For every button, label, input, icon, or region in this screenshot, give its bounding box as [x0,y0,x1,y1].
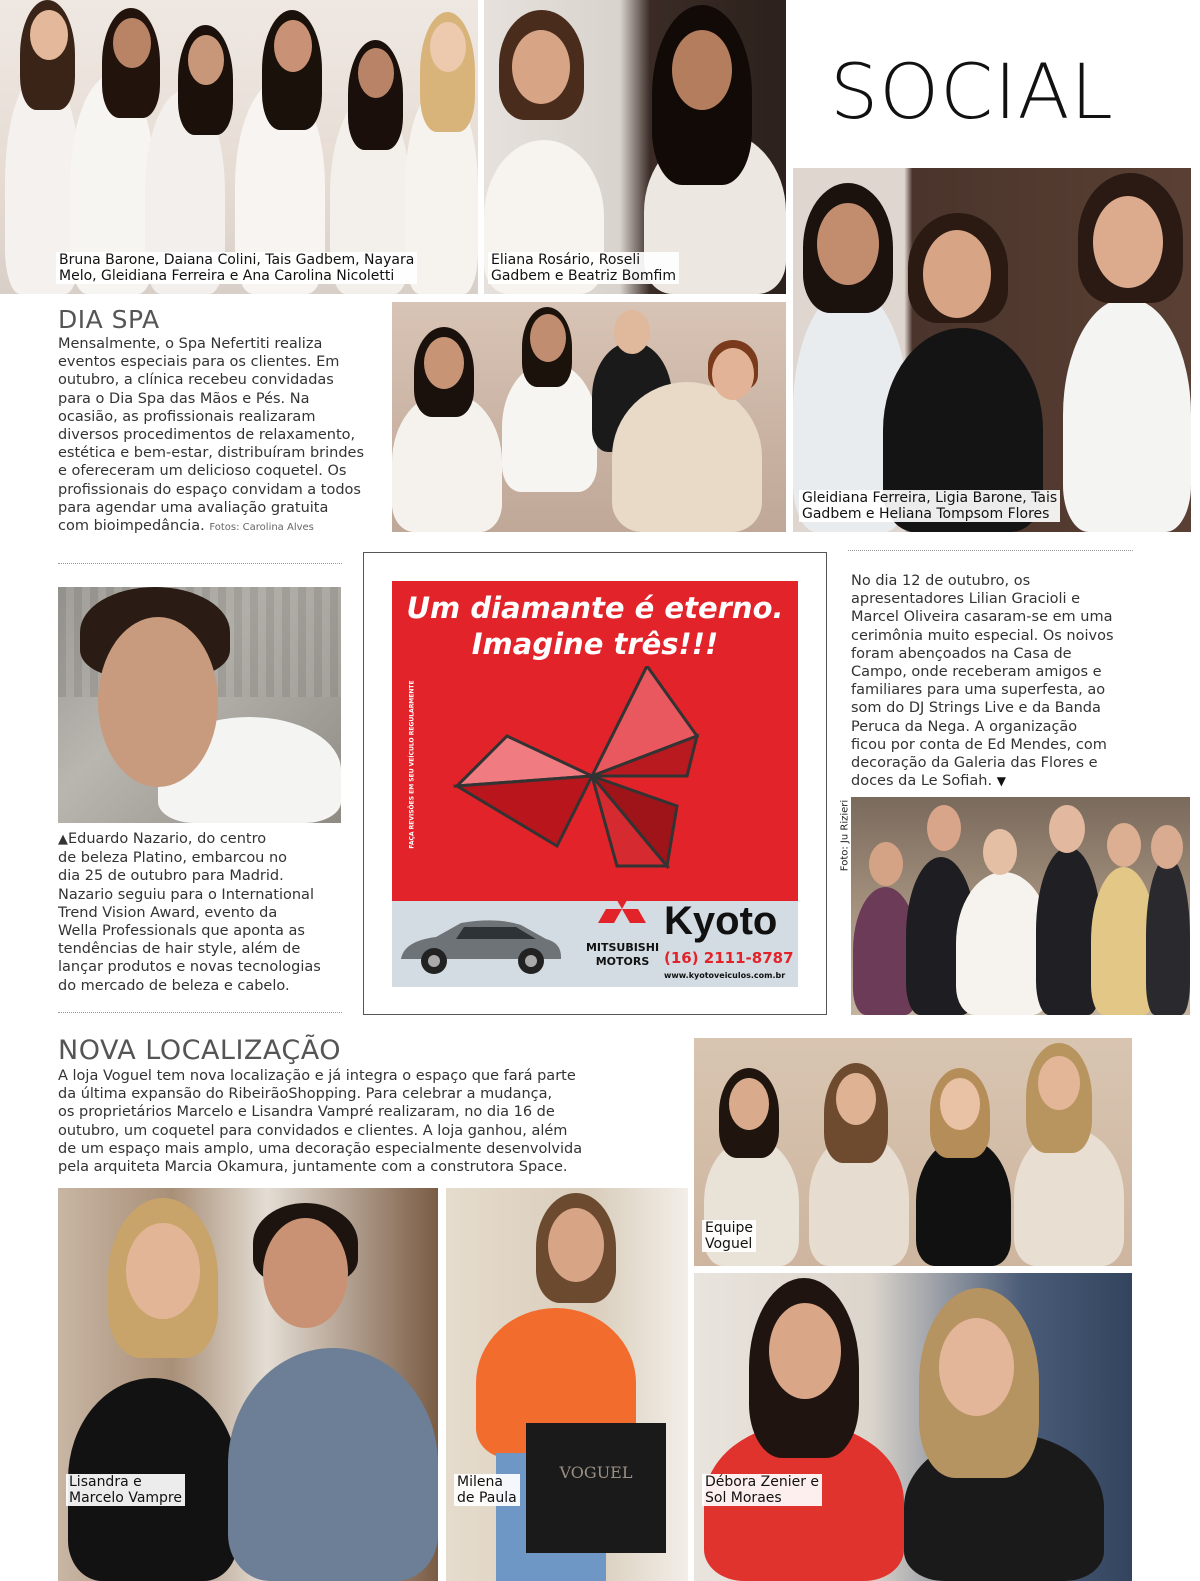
ad-dealer: Kyoto [664,899,778,943]
dia-spa-paragraph: Mensalmente, o Spa Nefertiti realiza eventos especiais para os clientes. Em outubro, a clínica recebeu convidadas para o Dia Spa das Mãos e Pés. Na ocasião, as profissionais realizaram diversos procedimentos de relaxamento, estética e bem-estar, distribuíram brindes e ofereceram um delicioso coquetel. Os profissionais do espaço convidam a todos para agendar uma avaliação gratuita com bioimpedância. Fotos: Carolina Alves [58,336,365,535]
section-title: SOCIAL [830,47,1114,136]
photo-spa-team [0,0,478,294]
nazario-paragraph: ▲Eduardo Nazario, do centro de beleza Platino, embarcou no dia 25 de outubro para Madrid. Nazario seguiu para o International Trend Vision Award, evento da Wella Professionals que aponta as tendências de hair style, além de lançar produtos e novas tecnologias do mercado de beleza e cabelo. [58,831,321,994]
wedding-paragraph: No dia 12 de outubro, os apresentadores Lilian Gracioli e Marcel Oliveira casaram-se em uma cerimônia muito especial. Os noivos foram abençoados na Casa de Campo, onde receberam amigos e familiares para uma superfesta, ao som do DJ Strings Live e da Banda Peruca da Nega. A organização ficou por conta de Ed Mendes, com decoração da Galeria das Flores e doces da Le Sofiah. ▼ [851,573,1114,790]
photo-lisandra-marcelo [58,1188,438,1581]
caption-debora: Débora Zenier e Sol Moraes [702,1474,822,1506]
photo-nazario [58,587,341,823]
separator [58,563,342,564]
photo-milena [446,1188,688,1581]
caption-spa-team: Bruna Barone, Daiana Colini, Tais Gadbem, Nayara Melo, Gleidiana Ferreira e Ana Carolina Nicoletti [56,252,417,284]
ad-frame [363,552,827,1015]
photo-spa-treatment [392,302,786,532]
nova-localizacao-heading: NOVA LOCALIZAÇÃO [58,1035,342,1066]
diamond-logo-icon [447,666,737,876]
mitsubishi-logo-icon [592,881,652,936]
dia-spa-photo-credit: Fotos: Carolina Alves [209,522,314,534]
ad-side-text: FAÇA REVISÕES EM SEU VEÍCULO REGULARMENTE [408,680,416,849]
wedding-photo-credit: Foto: Ju Rizieri [839,799,851,872]
photo-eliana [484,0,786,294]
photo-debora-sol [694,1273,1132,1581]
ad-kyoto[interactable] [392,581,798,987]
photo-equipe-voguel [694,1038,1132,1266]
ad-website[interactable]: www.kyotoveiculos.com.br [664,971,786,980]
caption-eliana: Eliana Rosário, Roseli Gadbem e Beatriz Bomfim [488,252,679,284]
caption-lisandra: Lisandra e Marcelo Vampre [66,1474,185,1506]
ad-brand-line2: MOTORS [595,955,650,968]
separator [58,1012,342,1013]
ad-brand-line1: MITSUBISHI [585,941,660,954]
triangle-down-icon: ▼ [996,774,1006,789]
triangle-up-icon: ▲ [58,832,68,847]
caption-equipe: Equipe Voguel [702,1220,756,1252]
photo-wedding [851,797,1190,1015]
ad-phone: (16) 2111-8787 [664,949,794,967]
caption-gleidiana: Gleidiana Ferreira, Ligia Barone, Tais Gadbem e Heliana Tompsom Flores [799,490,1060,522]
voguel-bag [526,1423,666,1553]
ad-headline-2: Imagine três!!! [471,627,719,661]
caption-milena: Milena de Paula [454,1474,520,1506]
photo-gleidiana [793,168,1191,532]
car-icon [396,911,566,981]
ad-headline-1: Um diamante é eterno. [406,591,784,625]
separator [848,550,1133,551]
bag-label: VOGUEL [559,1463,633,1482]
nova-localizacao-paragraph: A loja Voguel tem nova localização e já integra o espaço que fará parte da última expansão do RibeirãoShopping. Para celebrar a mudança, os proprietários Marcelo e Lisandra Vampré realizaram, no dia 16 de outubro, um coquetel para convidados e clientes. A loja ganhou, além de um espaço mais amplo, uma decoração especialmente desenvolvida pela arquiteta Marcia Okamura, juntamente com a construtora Space. [58,1068,583,1176]
dia-spa-heading: DIA SPA [58,305,160,334]
